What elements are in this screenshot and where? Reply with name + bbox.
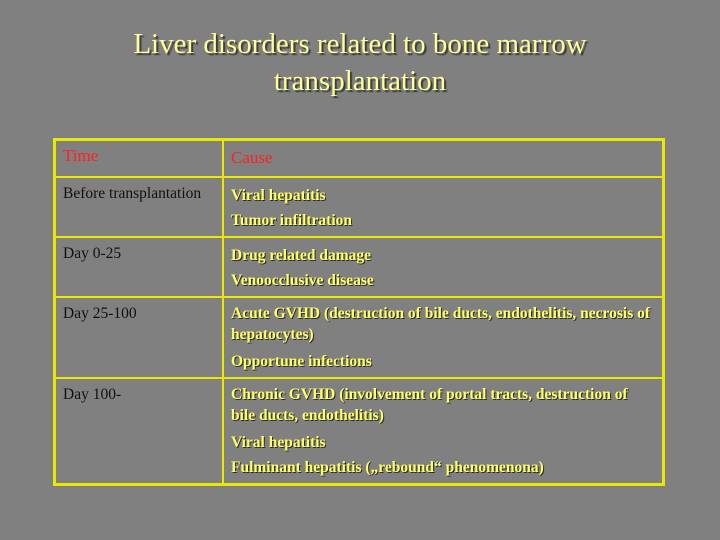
cause-item: Viral hepatitis bbox=[231, 187, 326, 204]
cause-item: Tumor infiltration bbox=[231, 212, 353, 229]
time-cell: Day 0-25 bbox=[55, 237, 224, 297]
cause-item: Viral hepatitis bbox=[231, 434, 326, 451]
cause-item: Acute GVHD (destruction of bile ducts, endothelitis, necrosis of hepatocytes) bbox=[231, 305, 651, 343]
cause-item: Venoocclusive disease bbox=[231, 272, 374, 289]
cause-cell bbox=[223, 177, 664, 237]
table-row bbox=[55, 237, 664, 297]
table-row bbox=[55, 177, 664, 237]
liver-disorders-table bbox=[53, 138, 665, 486]
header-cause: Cause bbox=[223, 140, 664, 178]
time-cell: Day 25-100 bbox=[55, 297, 224, 378]
cause-item: Opportune infections bbox=[231, 353, 372, 370]
cause-cell bbox=[223, 297, 664, 378]
cause-item: Drug related damage bbox=[231, 247, 372, 264]
table-row bbox=[55, 378, 664, 485]
table-header-row bbox=[55, 140, 664, 178]
time-cell: Before transplantation bbox=[55, 177, 224, 237]
header-time: Time bbox=[55, 140, 224, 178]
cause-cell bbox=[223, 378, 664, 485]
slide-title-line-1: Liver disorders related to bone marrow bbox=[133, 28, 587, 60]
table-row bbox=[55, 297, 664, 378]
cause-item: Fulminant hepatitis („rebound“ phenomenona) bbox=[231, 459, 544, 476]
slide-title bbox=[40, 26, 680, 100]
slide-title-line-2: transplantation bbox=[273, 65, 447, 97]
cause-item: Chronic GVHD (involvement of portal tracts, destruction of bile ducts, endothelitis) bbox=[231, 386, 628, 424]
time-cell: Day 100- bbox=[55, 378, 224, 485]
cause-cell bbox=[223, 237, 664, 297]
